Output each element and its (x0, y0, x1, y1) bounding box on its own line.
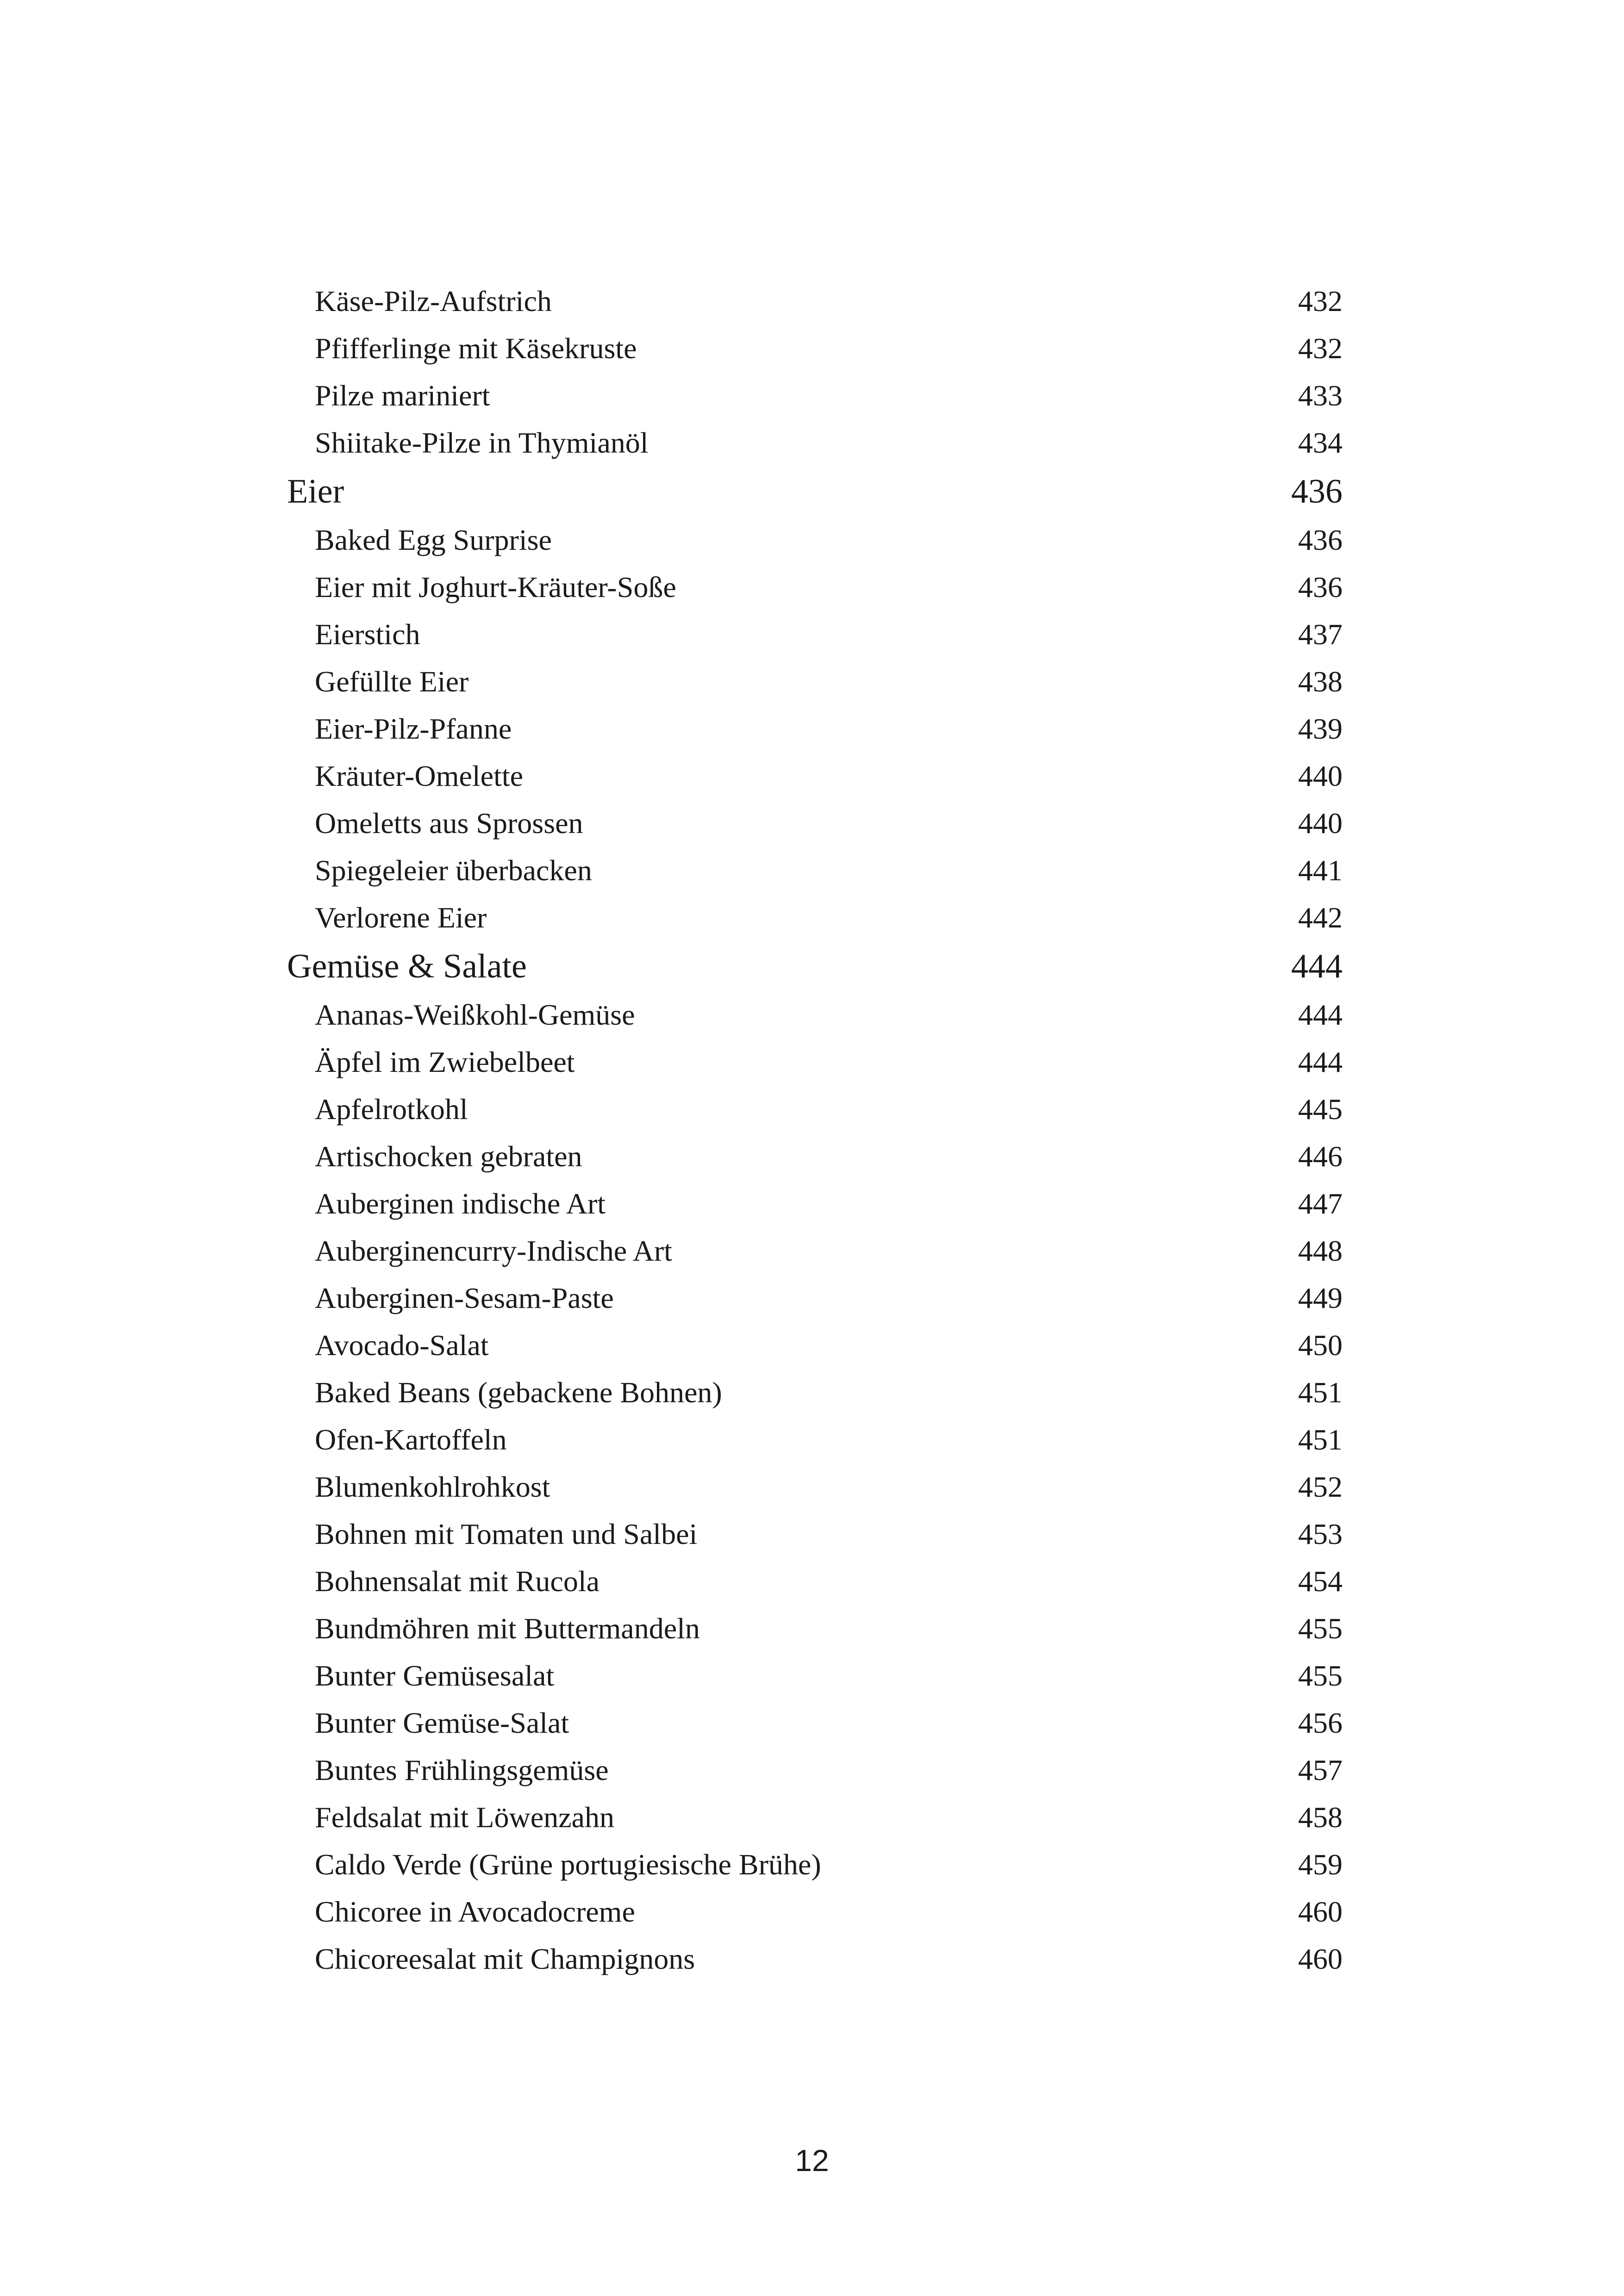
page-reference: 455 (1298, 1659, 1343, 1692)
toc-entry (287, 1463, 1343, 1511)
toc-entry (287, 705, 1343, 753)
toc-entry (287, 1605, 1343, 1652)
section-title: Gemüse & Salate (287, 947, 527, 985)
toc-section-heading (287, 467, 1343, 516)
toc-entry (287, 1747, 1343, 1794)
entry-title: Avocado-Salat (315, 1329, 489, 1362)
page-reference: 455 (1298, 1612, 1343, 1645)
toc-entry (287, 325, 1343, 372)
entry-title: Baked Beans (gebackene Bohnen) (315, 1376, 722, 1409)
entry-title: Omeletts aus Sprossen (315, 807, 583, 840)
page-reference: 447 (1298, 1187, 1343, 1220)
entry-title: Bunter Gemüsesalat (315, 1659, 555, 1692)
page-reference: 439 (1298, 712, 1343, 745)
page-reference: 454 (1298, 1565, 1343, 1598)
page-reference: 458 (1298, 1801, 1343, 1834)
page-reference: 440 (1298, 759, 1343, 792)
entry-title: Gefüllte Eier (315, 665, 469, 698)
toc-entry (287, 1369, 1343, 1416)
entry-title: Artischocken gebraten (315, 1140, 582, 1173)
entry-title: Buntes Frühlingsgemüse (315, 1754, 609, 1786)
page-reference: 444 (1298, 998, 1343, 1031)
toc-entry (287, 800, 1343, 847)
entry-title: Bundmöhren mit Buttermandeln (315, 1612, 700, 1645)
toc-entry (287, 611, 1343, 658)
toc-entry (287, 1086, 1343, 1133)
entry-title: Auberginencurry-Indische Art (315, 1234, 672, 1267)
toc-entry (287, 1841, 1343, 1888)
toc-entry (287, 991, 1343, 1039)
entry-title: Blumenkohlrohkost (315, 1470, 550, 1503)
page-reference: 444 (1298, 1045, 1343, 1078)
page-reference: 442 (1298, 901, 1343, 934)
toc-entry (287, 278, 1343, 325)
entry-title: Eier-Pilz-Pfanne (315, 712, 512, 745)
page-number: 12 (795, 2143, 829, 2178)
page-reference: 460 (1298, 1895, 1343, 1928)
page-reference: 457 (1298, 1754, 1343, 1786)
entry-title: Ananas-Weißkohl-Gemüse (315, 998, 635, 1031)
toc-entry (287, 1275, 1343, 1322)
page-reference: 445 (1298, 1093, 1343, 1126)
entry-title: Auberginen-Sesam-Paste (315, 1282, 614, 1314)
toc-entry (287, 1558, 1343, 1605)
toc-entry (287, 516, 1343, 564)
entry-title: Shiitake-Pilze in Thymianöl (315, 426, 649, 459)
page-reference: 437 (1298, 618, 1343, 651)
page-reference: 451 (1298, 1376, 1343, 1409)
toc-entry (287, 1699, 1343, 1747)
entry-title: Verlorene Eier (315, 901, 487, 934)
toc-entry (287, 1039, 1343, 1086)
toc-entry (287, 1227, 1343, 1275)
entry-title: Pfifferlinge mit Käsekruste (315, 332, 637, 365)
entry-title: Bohnensalat mit Rucola (315, 1565, 600, 1598)
entry-title: Feldsalat mit Löwenzahn (315, 1801, 614, 1834)
toc-entry (287, 372, 1343, 419)
entry-title: Apfelrotkohl (315, 1093, 468, 1126)
page-reference: 432 (1298, 285, 1343, 317)
toc-entry (287, 753, 1343, 800)
page-reference: 436 (1298, 571, 1343, 604)
page-reference: 444 (1291, 947, 1343, 985)
page-reference: 433 (1298, 379, 1343, 412)
entry-title: Käse-Pilz-Aufstrich (315, 285, 552, 317)
toc-entry (287, 419, 1343, 467)
page-reference: 436 (1291, 473, 1343, 510)
entry-title: Caldo Verde (Grüne portugiesische Brühe) (315, 1848, 821, 1881)
toc-entry (287, 1322, 1343, 1369)
toc-entry (287, 1794, 1343, 1841)
page-reference: 459 (1298, 1848, 1343, 1881)
entry-title: Baked Egg Surprise (315, 523, 552, 556)
page-reference: 452 (1298, 1470, 1343, 1503)
entry-title: Bohnen mit Tomaten und Salbei (315, 1518, 698, 1550)
page-reference: 453 (1298, 1518, 1343, 1550)
page-reference: 451 (1298, 1423, 1343, 1456)
toc-entry (287, 1511, 1343, 1558)
entry-title: Spiegeleier überbacken (315, 854, 592, 887)
entry-title: Pilze mariniert (315, 379, 490, 412)
entry-title: Auberginen indische Art (315, 1187, 606, 1220)
section-title: Eier (287, 473, 344, 510)
entry-title: Kräuter-Omelette (315, 759, 524, 792)
toc-entry (287, 847, 1343, 894)
toc-entry (287, 1935, 1343, 1983)
page-reference: 448 (1298, 1234, 1343, 1267)
toc-entry (287, 1652, 1343, 1699)
entry-title: Eierstich (315, 618, 420, 651)
page-reference: 434 (1298, 426, 1343, 459)
entry-title: Chicoreesalat mit Champignons (315, 1942, 695, 1975)
toc-entry (287, 894, 1343, 941)
toc-entry (287, 564, 1343, 611)
toc-entry (287, 1888, 1343, 1935)
page-reference: 432 (1298, 332, 1343, 365)
page-reference: 436 (1298, 523, 1343, 556)
toc-entry (287, 1416, 1343, 1463)
page-reference: 438 (1298, 665, 1343, 698)
toc-entry (287, 658, 1343, 705)
entry-title: Bunter Gemüse-Salat (315, 1706, 569, 1739)
toc-entry (287, 1180, 1343, 1227)
entry-title: Eier mit Joghurt-Kräuter-Soße (315, 571, 676, 604)
entry-title: Äpfel im Zwiebelbeet (315, 1045, 575, 1078)
table-of-contents (287, 278, 1343, 1983)
page-reference: 456 (1298, 1706, 1343, 1739)
page-reference: 460 (1298, 1942, 1343, 1975)
entry-title: Chicoree in Avocadocreme (315, 1895, 635, 1928)
toc-entry (287, 1133, 1343, 1180)
entry-title: Ofen-Kartoffeln (315, 1423, 507, 1456)
page-reference: 450 (1298, 1329, 1343, 1362)
page-reference: 446 (1298, 1140, 1343, 1173)
page-reference: 440 (1298, 807, 1343, 840)
page-reference: 449 (1298, 1282, 1343, 1314)
toc-section-heading (287, 941, 1343, 991)
page-reference: 441 (1298, 854, 1343, 887)
